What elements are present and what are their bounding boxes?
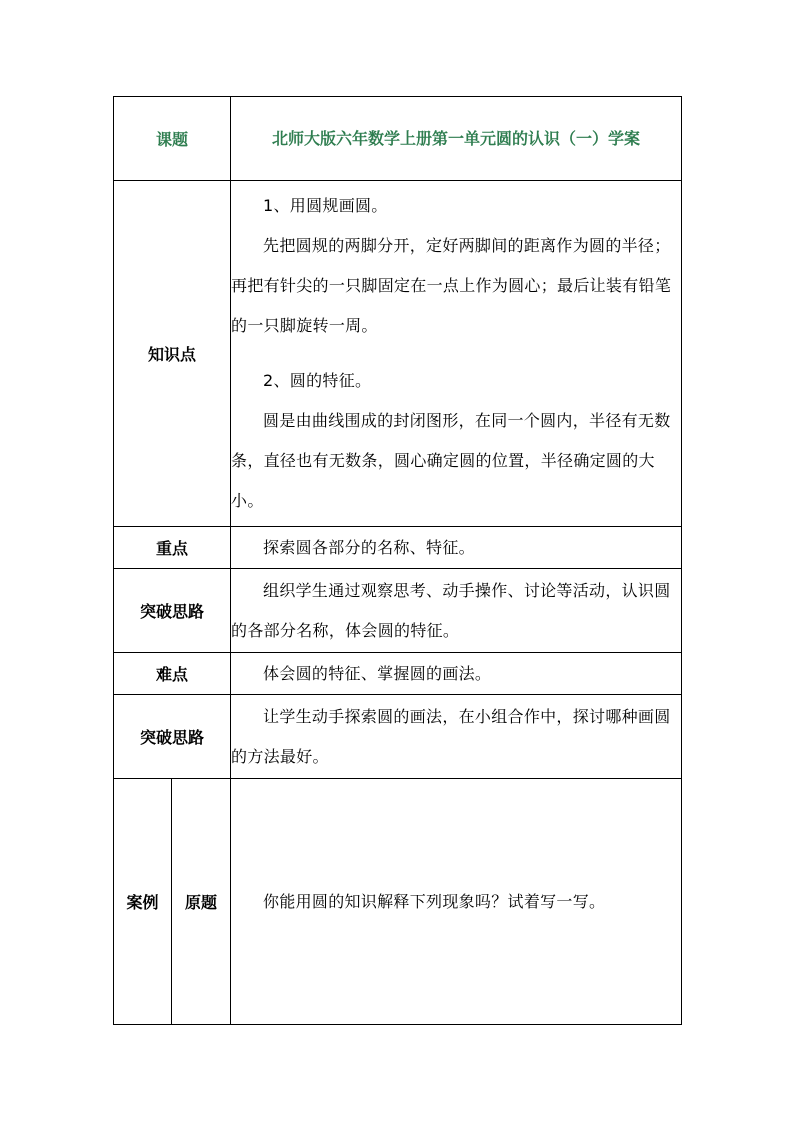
topic-label: 课题 [114,97,231,181]
breakthrough-row-2 [114,695,682,779]
key-point-label: 重点 [114,527,231,569]
breakthrough-cell-2 [231,695,682,779]
case-cell [231,779,682,1025]
title-row [114,97,682,181]
key-point-row [114,527,682,569]
case-label: 案例 [114,779,172,1025]
knowledge-paragraph-1: 先把圆规的两脚分开，定好两脚间的距离作为圆的半径；再把有针尖的一只脚固定在一点上作为圆心；最后让装有铅笔的一只脚旋转一周。 [231,236,672,335]
knowledge-paragraph-2: 圆是由曲线围成的封闭图形，在同一个圆内，半径有无数条，直径也有无数条，圆心确定圆的位置，半径确定圆的大小。 [231,411,671,510]
key-point-text: 探索圆各部分的名称、特征。 [263,537,475,557]
breakthrough-row-1 [114,569,682,653]
lesson-title: 北师大版六年数学上册第一单元圆的认识（一）学案 [231,97,682,181]
case-row [114,779,682,1025]
lesson-plan-table [113,96,682,1025]
knowledge-label: 知识点 [114,181,231,527]
difficulty-row [114,653,682,695]
case-sub-label: 原题 [172,779,231,1025]
knowledge-heading-2: 2、圆的特征。 [263,371,372,390]
breakthrough-label-2: 突破思路 [114,695,231,779]
breakthrough-text-2: 让学生动手探索圆的画法，在小组合作中，探讨哪种画圆的方法最好。 [231,706,671,766]
breakthrough-cell-1 [231,569,682,653]
knowledge-content [231,181,682,527]
difficulty-cell [231,653,682,695]
knowledge-heading-1: 1、用圆规画圆。 [263,196,388,215]
breakthrough-text-1: 组织学生通过观察思考、动手操作、讨论等活动，认识圆的各部分名称，体会圆的特征。 [231,580,671,640]
difficulty-text: 体会圆的特征、掌握圆的画法。 [263,663,492,683]
knowledge-row [114,181,682,527]
key-point-cell [231,527,682,569]
breakthrough-label-1: 突破思路 [114,569,231,653]
difficulty-label: 难点 [114,653,231,695]
case-text: 你能用圆的知识解释下列现象吗？试着写一写。 [263,891,606,911]
